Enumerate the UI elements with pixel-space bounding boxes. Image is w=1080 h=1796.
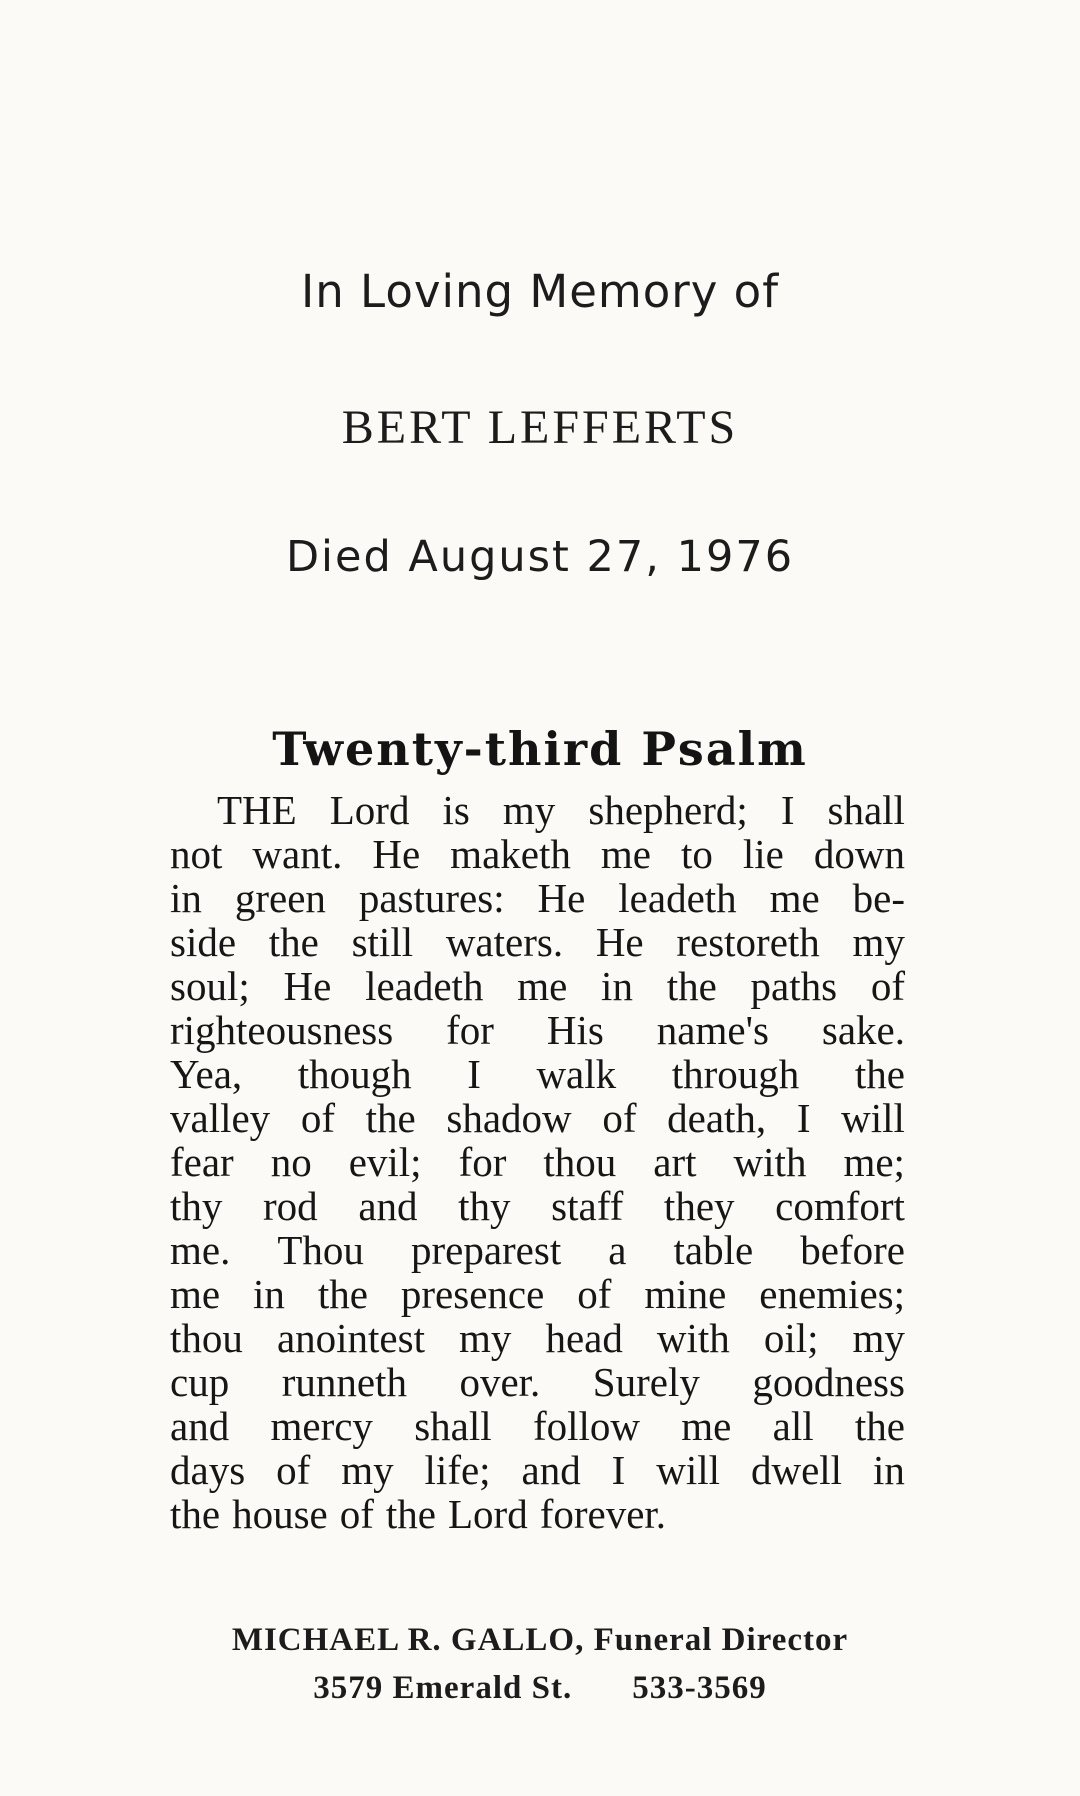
psalm-line: THE Lord is my shepherd; I shall [217, 787, 905, 833]
memory-heading: In Loving Memory of [300, 265, 780, 318]
psalm-line: valley of the shadow of death, I will [170, 1095, 905, 1141]
psalm-line: fear no evil; for thou art with me; [170, 1139, 905, 1185]
psalm-line: not want. He maketh me to lie down [170, 831, 905, 877]
death-date: Died August 27, 1976 [285, 532, 795, 582]
psalm-line: me in the presence of mine enemies; [170, 1271, 905, 1317]
psalm-line: side the still waters. He restoreth my [170, 919, 905, 965]
psalm-line: in green pastures: He leadeth me be- [170, 875, 905, 921]
psalm-line: cup runneth over. Surely goodness [170, 1359, 905, 1405]
psalm-line: righteousness for His name's sake. [170, 1007, 905, 1053]
director-contact [0, 1670, 1080, 1707]
director-phone: 533-3569 [632, 1670, 767, 1706]
psalm-line: days of my life; and I will dwell in [170, 1447, 905, 1493]
director-address: 3579 Emerald St. [313, 1670, 573, 1706]
psalm-line: thy rod and thy staff they comfort [170, 1183, 905, 1229]
psalm-line: Yea, though I walk through the [170, 1051, 905, 1097]
deceased-name: BERT LEFFERTS [341, 401, 739, 454]
psalm-line: soul; He leadeth me in the paths of [170, 963, 905, 1009]
funeral-director: MICHAEL R. GALLO, Funeral Director [231, 1622, 849, 1658]
psalm-line: me. Thou preparest a table before [170, 1227, 905, 1273]
psalm-line: thou anointest my head with oil; my [170, 1315, 905, 1361]
psalm-text [170, 788, 905, 1536]
psalm-line: and mercy shall follow me all the [170, 1403, 905, 1449]
psalm-line: the house of the Lord forever. [170, 1491, 667, 1537]
psalm-title: Twenty-third Psalm [272, 722, 808, 776]
